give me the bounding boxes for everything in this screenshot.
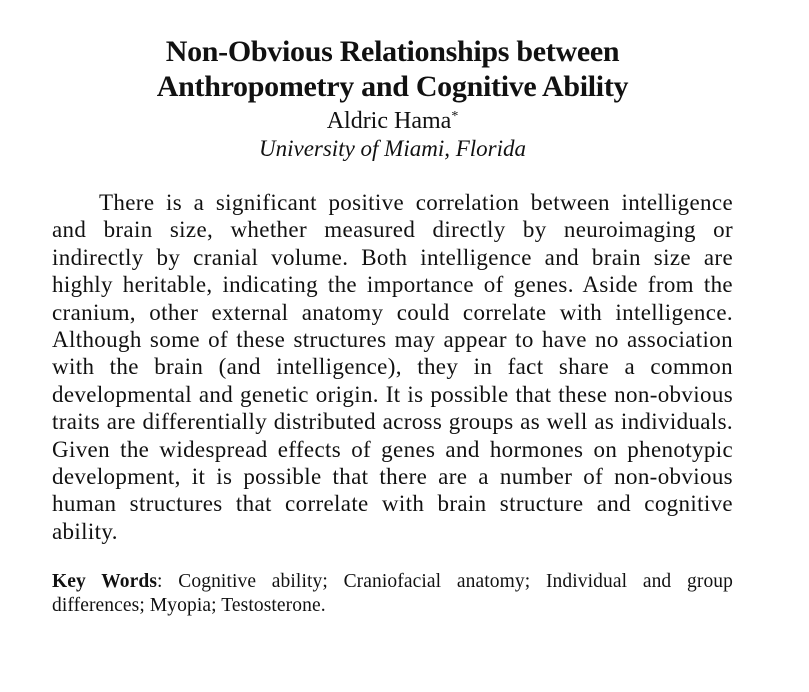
- title-line-1: Non-Obvious Relationships between: [165, 35, 620, 68]
- keywords-label: Key Words: [52, 571, 158, 593]
- keywords-separator: :: [157, 571, 179, 593]
- paper-page: [52, 34, 733, 618]
- affiliation: University of Miami, Florida: [258, 136, 527, 161]
- author-footnote-mark: *: [451, 109, 459, 124]
- author-line: [52, 107, 733, 135]
- abstract-text: There is a significant positive correlation between intelligence and brain size, whether measured directly by neuroimaging or indirectly by cranial volume. Both intelligence and brain size are highly heritable, indicating the importance of genes. Aside from the cranium, other external anatomy could correlate with intelligence. Although some of these structures may appear to have no association with the brain (and intelligence), they in fact share a common developmental and genetic origin. It is possible that these non-obvious traits are differentially distributed across groups as well as individuals. Given the widespread effects of genes and hormones on phenotypic development, it is possible that there are a number of non-obvious human structures that correlate with brain structure and cognitive ability.: [52, 190, 733, 544]
- keywords: [52, 570, 733, 618]
- keywords-list: Cognitive ability; Craniofacial anatomy; Individual and group differences; Myopia; Testosterone.: [52, 571, 733, 617]
- author-name: Aldric Hama: [326, 108, 452, 134]
- paper-title: [52, 34, 733, 104]
- title-line-2: Anthropometry and Cognitive Ability: [156, 70, 629, 103]
